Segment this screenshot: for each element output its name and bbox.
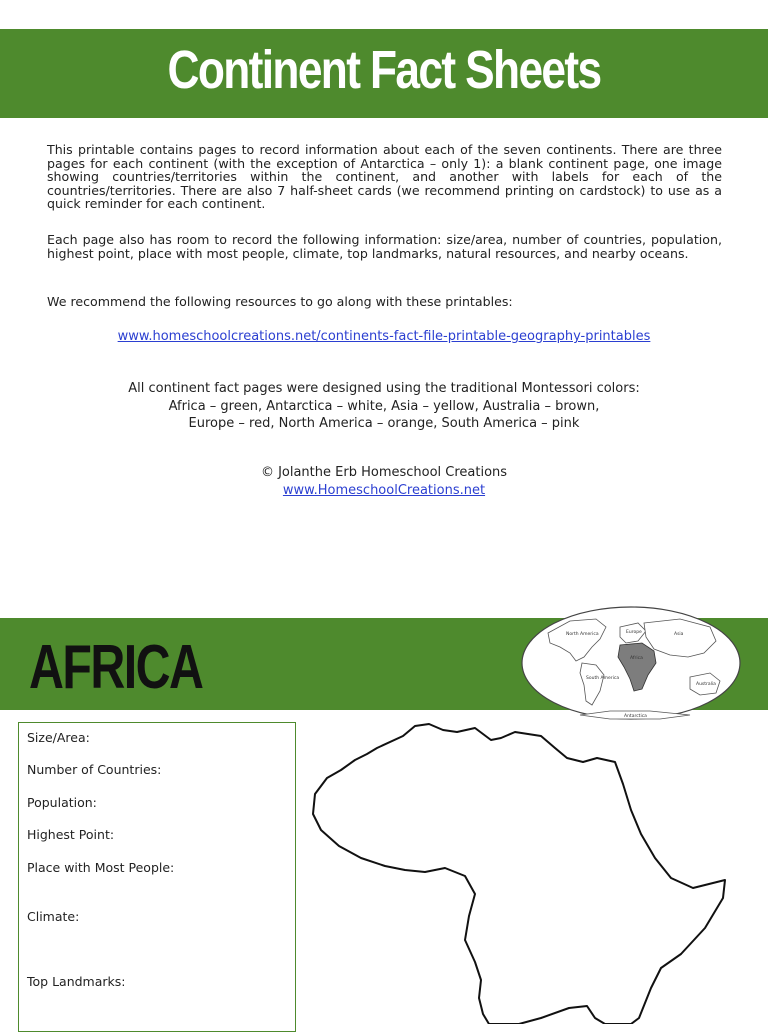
field-size-area: Size/Area: [27, 730, 90, 745]
map-label-asia: Asia [674, 632, 684, 637]
map-label-north-america: North America [566, 632, 599, 637]
intro-paragraph-3: We recommend the following resources to go along with these printables: [47, 294, 513, 309]
map-label-australia: Australia [696, 682, 716, 687]
field-top-landmarks: Top Landmarks: [27, 974, 126, 989]
map-label-south-america: South America [586, 676, 620, 681]
colors-line-1: Africa – green, Antarctica – white, Asia – yellow, Australia – brown, [168, 399, 600, 414]
copyright-text: © Jolanthe Erb Homeschool Creations [260, 465, 508, 480]
map-label-europe: Europe [626, 630, 642, 635]
africa-outline-map [305, 718, 735, 1024]
colors-line-2: Europe – red, North America – orange, South America – pink [188, 416, 580, 431]
fact-fields-box [18, 722, 296, 1032]
field-population: Population: [27, 795, 97, 810]
field-climate: Climate: [27, 909, 80, 924]
intro-paragraph-1: This printable contains pages to record information about each of the seven continents. There are three pages for each continent (with the exception of Antarctica – only 1): a blank continent page, one image showing countries/territories within the continent, and another with labels for each of the countries/territories. There are also 7 half-sheet cards (we recommend printing on cardstock) to use as a quick reminder for each continent. [47, 142, 722, 212]
world-map-image [520, 605, 742, 722]
colors-intro: All continent fact pages were designed using the traditional Montessori colors: [128, 381, 640, 396]
title-banner [0, 29, 768, 118]
site-link-line [0, 483, 768, 499]
page-title: Continent Fact Sheets [167, 40, 601, 100]
resource-link-line [0, 329, 768, 345]
intro-paragraph-2: Each page also has room to record the following information: size/area, number of countries, population, highest point, place with most people, climate, top landmarks, natural resources, and nearby oceans. [47, 232, 722, 261]
map-label-africa: Africa [630, 656, 643, 661]
map-label-antarctica: Antarctica [624, 714, 647, 719]
field-highest-point: Highest Point: [27, 827, 115, 842]
continent-title: AFRICA [29, 633, 203, 702]
resource-link[interactable]: www.homeschoolcreations.net/continents-fact-file-printable-geography-printables [117, 329, 651, 344]
field-place-most-people: Place with Most People: [27, 860, 175, 875]
field-number-of-countries: Number of Countries: [27, 762, 162, 777]
site-link[interactable]: www.HomeschoolCreations.net [282, 483, 486, 498]
